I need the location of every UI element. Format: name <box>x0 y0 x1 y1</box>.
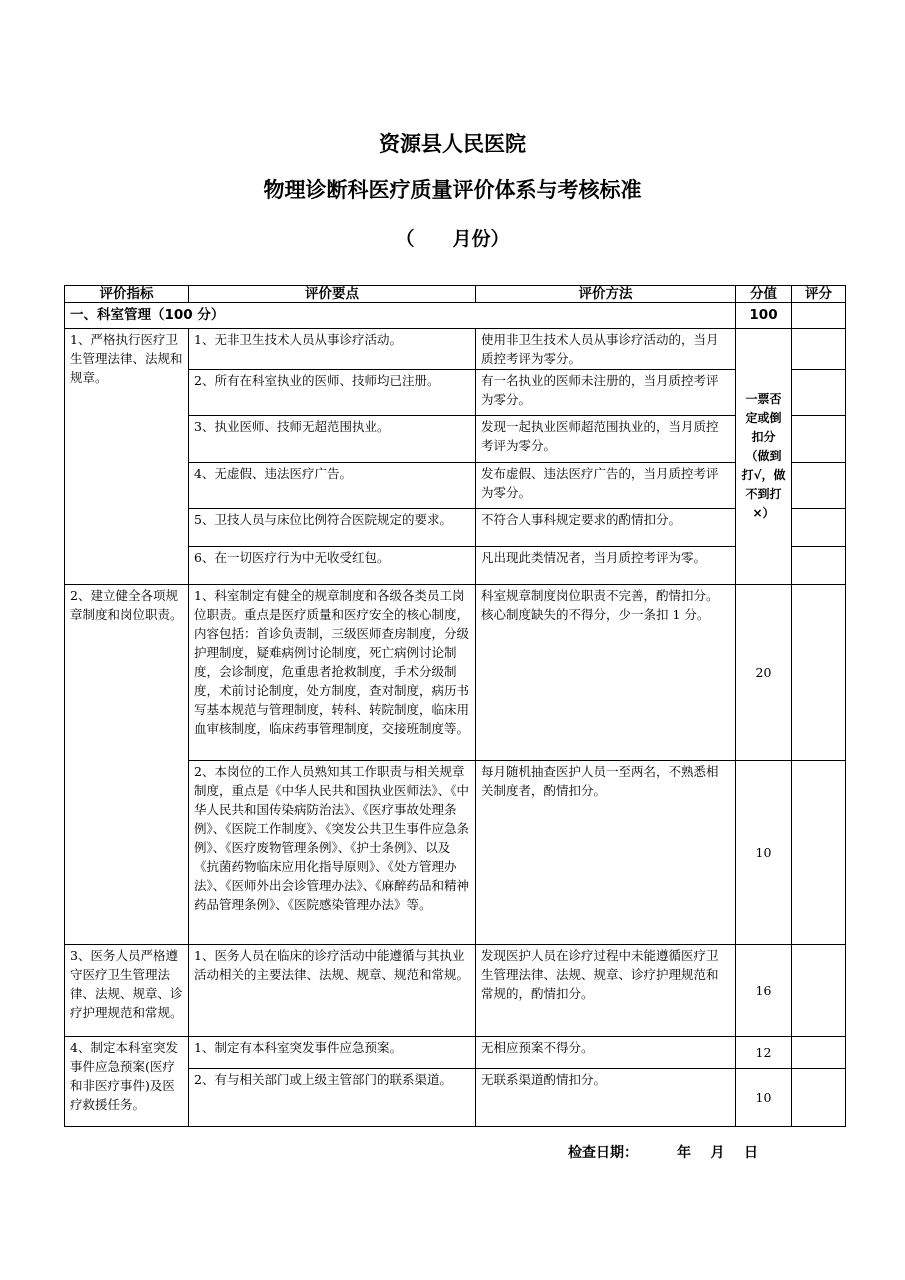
column-header: 评价方法 <box>476 286 736 303</box>
grade-cell <box>792 303 846 329</box>
date-month: 月 <box>710 1145 725 1161</box>
point-cell: 6、在一切医疗行为中无收受红包。 <box>189 547 476 585</box>
hospital-name: 资源县人民医院 <box>379 132 526 156</box>
score-cell: 12 <box>736 1037 792 1069</box>
point-cell: 2、有与相关部门或上级主管部门的联系渠道。 <box>189 1069 476 1127</box>
point-cell: 5、卫技人员与床位比例符合医院规定的要求。 <box>189 509 476 547</box>
grade-cell <box>792 585 846 761</box>
method-cell: 无相应预案不得分。 <box>476 1037 736 1069</box>
table-row <box>65 1037 846 1069</box>
grade-cell <box>792 945 846 1037</box>
inspection-date-label: 检查日期： <box>568 1145 638 1161</box>
table-row <box>65 585 846 761</box>
section-row <box>65 303 846 329</box>
grade-cell <box>792 329 846 370</box>
month-line: （ 月份） <box>395 228 510 250</box>
inspection-date <box>568 1142 758 1162</box>
point-cell: 1、无非卫生技术人员从事诊疗活动。 <box>189 329 476 370</box>
method-cell: 使用非卫生技术人员从事诊疗活动的，当月质控考评为零分。 <box>476 329 736 370</box>
method-cell: 科室规章制度岗位职责不完善，酌情扣分。核心制度缺失的不得分，少一条扣 1 分。 <box>476 585 736 761</box>
point-cell: 1、科室制定有健全的规章制度和各级各类员工岗位职责。重点是医疗质量和医疗安全的核心制度，内容包括：首诊负责制，三级医师查房制度，分级护理制度，疑难病例讨论制度，死亡病例讨论制度，会诊制度，危重患者抢救制度，手术分级制度，术前讨论制度，处方制度，查对制度，病历书写基本规范与管理制度，转科、转院制度，临床用血审核制度，临床药事管理制度，交接班制度等。 <box>189 585 476 761</box>
point-cell: 2、所有在科室执业的医师、技师均已注册。 <box>189 370 476 416</box>
table-row <box>65 329 846 370</box>
method-cell: 每月随机抽查医护人员一至两名，不熟悉相关制度者，酌情扣分。 <box>476 761 736 945</box>
point-cell: 3、执业医师、技师无超范围执业。 <box>189 416 476 463</box>
table-row <box>65 945 846 1037</box>
column-header: 评价要点 <box>189 286 476 303</box>
evaluation-table <box>64 285 846 1127</box>
grade-cell <box>792 416 846 463</box>
date-day: 日 <box>744 1145 758 1161</box>
score-cell: 10 <box>736 1069 792 1127</box>
document-title: 物理诊断科医疗质量评价体系与考核标准 <box>263 178 642 202</box>
grade-cell <box>792 761 846 945</box>
date-year: 年 <box>677 1145 691 1161</box>
table-header-row <box>65 286 846 303</box>
column-header: 分值 <box>736 286 792 303</box>
indicator-cell: 4、制定本科室突发事件应急预案(医疗和非医疗事件)及医疗救援任务。 <box>65 1037 189 1127</box>
section-score: 100 <box>736 303 792 329</box>
point-cell: 1、医务人员在临床的诊疗活动中能遵循与其执业活动相关的主要法律、法规、规章、规范和常规。 <box>189 945 476 1037</box>
grade-cell <box>792 509 846 547</box>
grade-cell <box>792 547 846 585</box>
score-cell: 10 <box>736 761 792 945</box>
method-cell: 不符合人事科规定要求的酌情扣分。 <box>476 509 736 547</box>
point-cell: 1、制定有本科室突发事件应急预案。 <box>189 1037 476 1069</box>
indicator-cell: 2、建立健全各项规章制度和岗位职责。 <box>65 585 189 945</box>
column-header: 评分 <box>792 286 846 303</box>
grade-cell <box>792 463 846 509</box>
grade-cell <box>792 1037 846 1069</box>
method-cell: 有一名执业的医师未注册的，当月质控考评为零分。 <box>476 370 736 416</box>
method-cell: 发现一起执业医师超范围执业的，当月质控考评为零分。 <box>476 416 736 463</box>
grade-cell <box>792 1069 846 1127</box>
method-cell: 凡出现此类情况者，当月质控考评为零。 <box>476 547 736 585</box>
indicator-cell: 3、医务人员严格遵守医疗卫生管理法律、法规、规章、诊疗护理规范和常规。 <box>65 945 189 1037</box>
grade-cell <box>792 370 846 416</box>
point-cell: 4、无虚假、违法医疗广告。 <box>189 463 476 509</box>
column-header: 评价指标 <box>65 286 189 303</box>
indicator-cell: 1、严格执行医疗卫生管理法律、法规和规章。 <box>65 329 189 585</box>
method-cell: 发布虚假、违法医疗广告的，当月质控考评为零分。 <box>476 463 736 509</box>
method-cell: 无联系渠道酌情扣分。 <box>476 1069 736 1127</box>
score-cell: 16 <box>736 945 792 1037</box>
point-cell: 2、本岗位的工作人员熟知其工作职责与相关规章制度，重点是《中华人民共和国执业医师法》、《中华人民共和国传染病防治法》、《医疗事故处理条例》、《医院工作制度》、《突发公共卫生事件应急条例》、《医疗废物管理条例》、《护士条例》、以及《抗菌药物临床应用化指导原则》、《处方管理办法》、《医师外出会诊管理办法》、《麻醉药品和精神药品管理条例》、《医院感染管理办法》等。 <box>189 761 476 945</box>
score-cell: 20 <box>736 585 792 761</box>
method-cell: 发现医护人员在诊疗过程中未能遵循医疗卫生管理法律、法规、规章、诊疗护理规范和常规的，酌情扣分。 <box>476 945 736 1037</box>
section-label: 一、科室管理（100 分） <box>65 303 736 329</box>
veto-score-cell: 一票否定或倒扣分（做到打√，做不到打×） <box>736 329 792 585</box>
